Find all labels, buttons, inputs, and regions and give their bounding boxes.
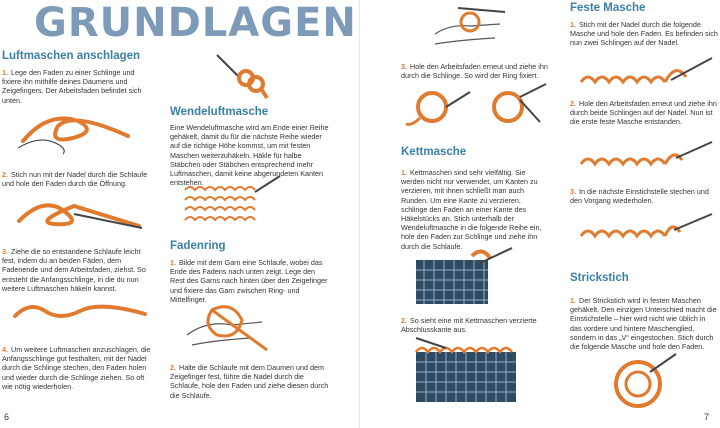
heading-fadenring: Fadenring [170,240,226,252]
heading-kettmasche: Kettmasche [401,146,467,158]
kettmasche-step-2: 2. So sieht eine mit Kettmaschen verzierte Abschlusskante aus. [401,316,537,335]
wendeluftmasche-text: Eine Wendeluftmasche wird am Ende einer Reihe gehäkelt, damit du für die nächste Reihe wieder auf die richtige Höhe kommst, um mit festen Maschen weiterzuhäkeln. Häkle für halbe Stäbchen oder Stäbchen entsprechend mehr Luftmaschen, damit keine abgerundeten Kanten entstehen. [170,123,329,188]
heading-wendeluftmasche: Wendeluftmasche [170,106,269,118]
heading-feste-masche: Feste Masche [570,2,646,14]
page-divider [359,0,360,428]
illustration-strickstich-round [600,352,680,408]
illustration-feste-masche-3 [576,210,716,252]
feste-masche-step-3: 3. In die nächste Einstichstelle stechen und den Vorgang wiederholen. [570,187,709,206]
page-title: GRUNDLAGEN [34,0,357,46]
luftmaschen-step-1: 1. Lege den Faden zu einer Schlinge und fixiere ihn mithilfe deines Daumens und Zeigefingers. Der Arbeitsfaden befindet sich unten. [2,68,142,105]
illustration-fadenring-hand-1 [182,300,272,355]
illustration-ring-hand-3 [430,4,510,54]
luftmaschen-step-4: 4. Um weitere Luftmaschen anzuschlagen, die Anfangsschlinge gut festhalten, mit der Nadel durch die Schlinge stechen, den Faden holen und wieder durch die Schlinge ziehen. So oft wie nötig wiederholen. [2,345,151,391]
kettmasche-step-1: 1. Kettmaschen sind sehr vielfältig. Sie werden nicht nur verwendet, um Kanten zu verzieren, mit ihnen schließt man auch Runden. Um eine Kante zu verzieren, schlinge den Faden an einer Kante des Häkelstücks an. Stich unterhalb der Wendeluftmasche in die folgende Reihe ein, hole den Faden zur Schlinge und ziehe ihn durch die Schlaufe. [401,168,542,251]
page-number-right: 7 [704,412,710,422]
heading-luftmaschen: Luftmaschen anschlagen [2,50,141,62]
illustration-feste-masche-1 [576,52,716,96]
illustration-wende-fabric [175,180,285,235]
illustration-loop-2 [14,196,144,236]
fadenring-step-3: 3. Hole den Arbeitsfaden erneut und ziehe ihn durch die Schlinge. So wird der Ring fixiert. [401,62,548,81]
fadenring-step-2: 2. Halte die Schlaufe mit dem Daumen und dem Zeigefinger fest, führe die Nadel durch die Schlaufe, hole den Faden und ziehe diesen durch die Schlaufe. [170,363,329,400]
illustration-loop-3 [10,296,150,326]
feste-masche-step-2: 2. Hole den Arbeitsfaden erneut und ziehe ihn durch beide Schlingen auf der Nadel. Nun ist die erste feste Masche entstanden. [570,99,717,127]
illustration-feste-masche-2 [576,136,716,180]
illustration-wende-hook [212,50,282,100]
illustration-kettmasche-fabric-2 [412,338,522,404]
feste-masche-step-1: 1. Stich mit der Nadel durch die folgende Masche und hole den Faden. Es befinden sich nun zwei Schlingen auf der Nadel. [570,20,718,48]
illustration-ring-small-a [402,82,472,127]
fadenring-step-1: 1. Bilde mit dem Garn eine Schlaufe, wobei das Ende des Fadens nach unten zeigt. Lege den Rest des Garns nach hinten über den Zeigefinger und fixiere das Garn zwischen Ring- und Mittelfinger. [170,258,328,304]
luftmaschen-step-3: 3. Ziehe die so entstandene Schlaufe leicht fest, indem du an beiden Fäden, dem Fadenende und dem Arbeitsfaden, ziehst. So entsteht die Anfangsschlinge, in die du nun weitere Luftmaschen häkeln kannst. [2,247,146,293]
illustration-kettmasche-fabric-1 [412,246,522,308]
illustration-ring-small-b [480,82,550,127]
strickstich-step-1: 1. Der Strickstich wird in festen Maschen gehäkelt. Den einzigen Unterschied macht die Einstichstelle – hier wird nicht wie üblich in das vordere und hintere Maschenglied, sondern in das „V“ eingestochen. Stich durch die folgende Masche und hole den Faden. [570,296,717,352]
heading-strickstich: Strickstich [570,272,629,284]
illustration-loop-1 [18,106,138,156]
page-number-left: 6 [4,412,10,422]
luftmaschen-step-2: 2. Stich nun mit der Nadel durch die Schlaufe und hole den Faden durch die Öffnung. [2,170,148,189]
